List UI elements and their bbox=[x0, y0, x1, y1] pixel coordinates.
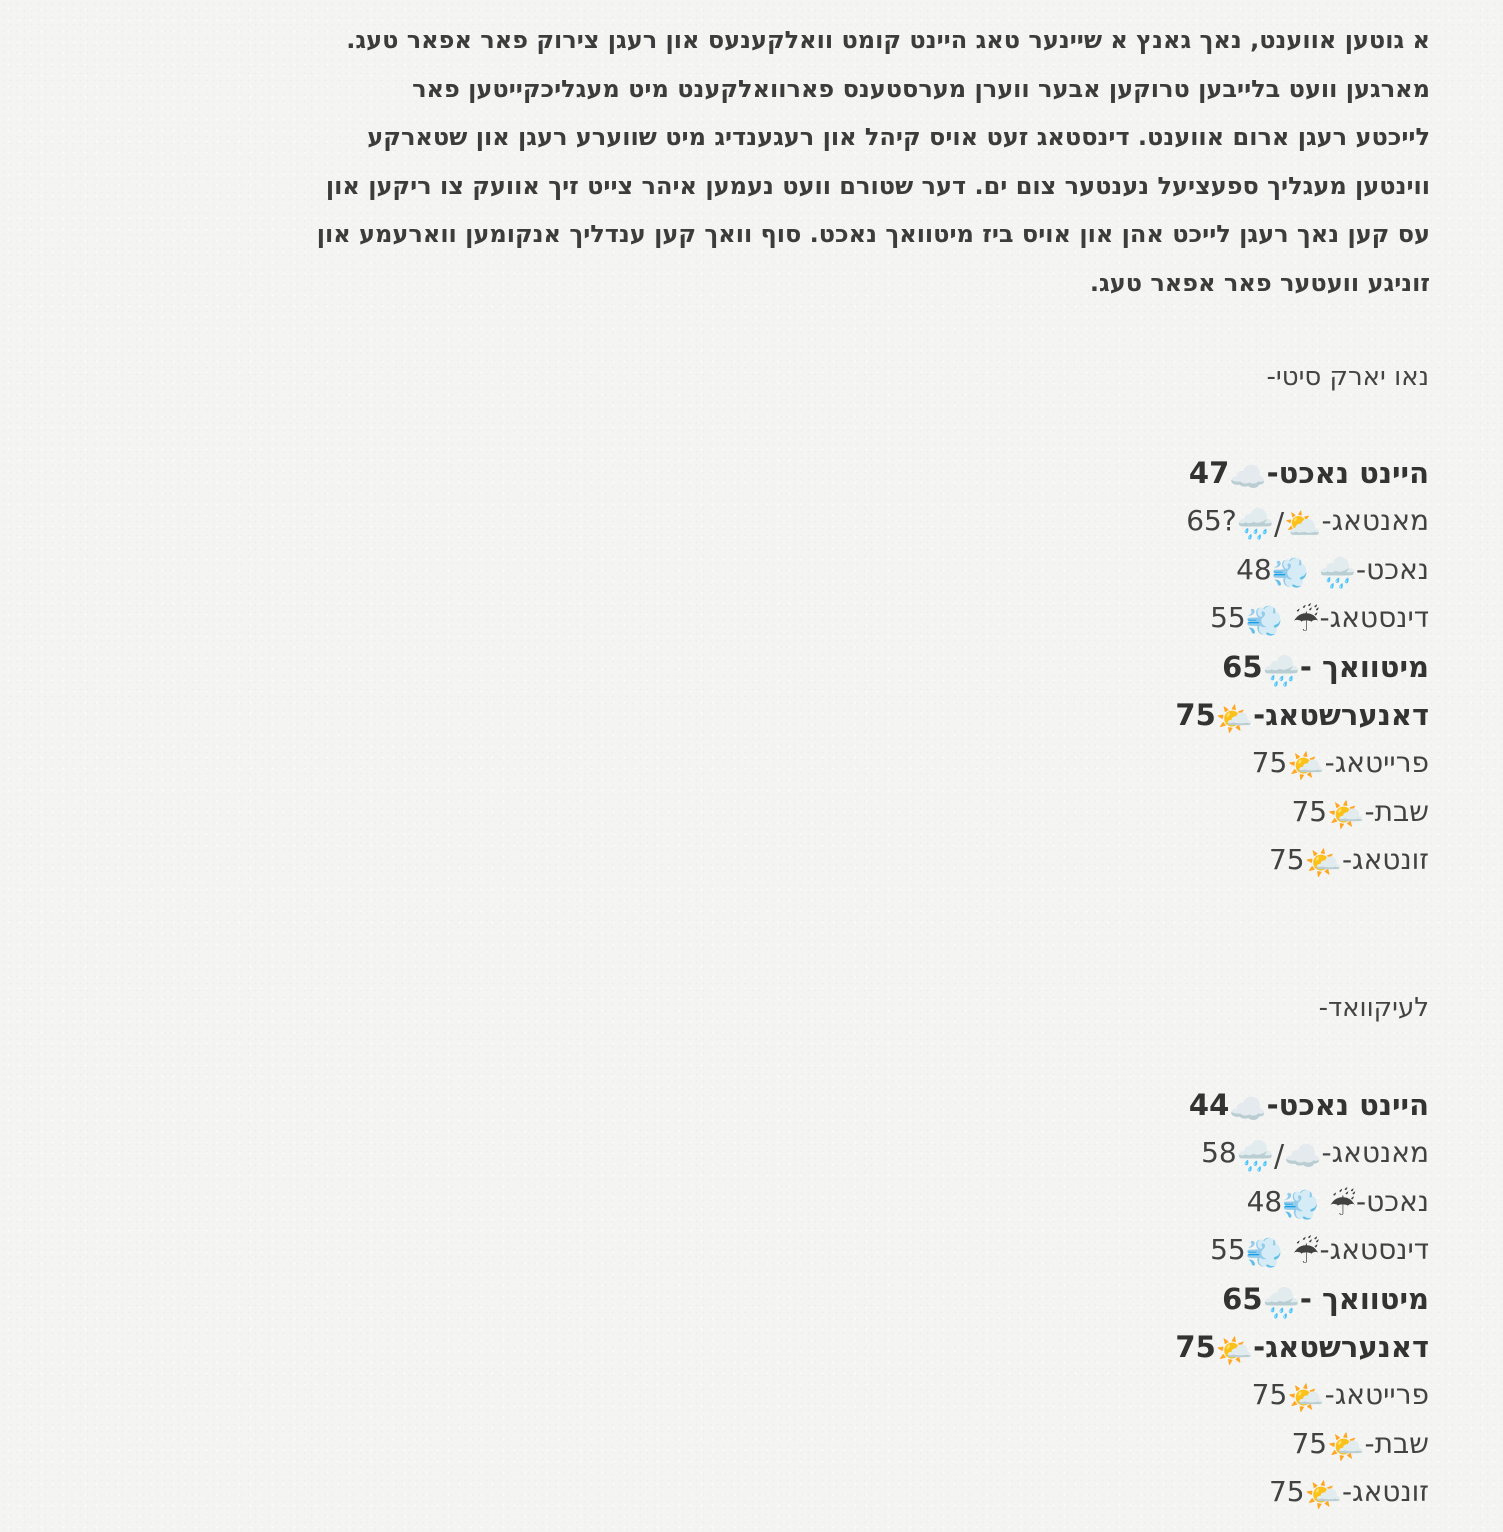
forecast-row bbox=[1175, 1226, 1429, 1274]
day-label: דאנערשטאג- bbox=[1253, 1329, 1429, 1364]
day-label: שבת- bbox=[1364, 1426, 1429, 1460]
section-title-lakewood: לעיקוואד- bbox=[1318, 993, 1429, 1023]
weather-icon: 🌧️ bbox=[1262, 653, 1300, 689]
intro-line: לייכטע רעגן ארום אווענט. דינסטאג זעט אויס קיהל און רעגענדיג מיט שווערע רעגן און שטארקע bbox=[367, 123, 1430, 151]
temperature: 75 bbox=[1291, 794, 1328, 828]
intro-paragraph bbox=[120, 16, 1430, 307]
weather-icon: ☔ 💨 bbox=[1282, 1187, 1356, 1223]
day-label: זונטאג- bbox=[1341, 1475, 1429, 1509]
intro-line: עס קען נאך רעגן לייכט אהן און אויס ביז מיטוואך נאכט. סוף וואך קען ענדליך אנקומען ווארעמע און bbox=[316, 220, 1430, 248]
forecast-row bbox=[1175, 449, 1429, 497]
weather-icon: ☁️ bbox=[1229, 1092, 1267, 1127]
day-label: שבת- bbox=[1364, 794, 1429, 828]
weather-icon: 🌤️ bbox=[1327, 797, 1365, 833]
forecast-row bbox=[1175, 1323, 1429, 1371]
day-label: פרייטאג- bbox=[1324, 746, 1429, 780]
weather-icon: ☔ 💨 bbox=[1245, 604, 1320, 640]
temperature: 58 bbox=[1201, 1136, 1237, 1170]
temperature: 65 bbox=[1222, 649, 1263, 684]
temperature: 75 bbox=[1268, 843, 1305, 877]
forecast-row bbox=[1175, 836, 1429, 884]
day-label: נאכט- bbox=[1356, 1184, 1429, 1218]
intro-line: זוניגע וועטער פאר אפאר טעג. bbox=[1089, 268, 1430, 297]
forecast-row bbox=[1175, 788, 1429, 836]
weather-icon: 🌤️ bbox=[1215, 701, 1254, 737]
weather-icon: ☁️ bbox=[1229, 460, 1267, 495]
day-label: היינט נאכט- bbox=[1266, 456, 1429, 490]
day-label: נאכט- bbox=[1356, 552, 1429, 586]
forecast-row bbox=[1175, 1129, 1429, 1177]
forecast-row bbox=[1175, 546, 1429, 594]
temperature: 75 bbox=[1268, 1475, 1305, 1509]
day-label: היינט נאכט- bbox=[1266, 1088, 1429, 1122]
day-label: זונטאג- bbox=[1341, 843, 1429, 877]
forecast-row bbox=[1175, 1081, 1429, 1129]
forecast-row bbox=[1175, 1420, 1429, 1468]
intro-line: א גוטען אווענט, נאך גאנץ א שיינער טאג היינט קומט וואלקענעס און רעגן צירוק פאר אפאר טעג. bbox=[346, 26, 1430, 54]
forecast-list-nyc bbox=[1175, 449, 1429, 885]
weather-icon: 🌧️ 💨 bbox=[1271, 555, 1356, 591]
weather-icon: 🌧️ bbox=[1262, 1285, 1300, 1321]
temperature: 55 bbox=[1210, 1233, 1246, 1267]
day-label: מיטוואך - bbox=[1299, 649, 1429, 684]
day-label: דינסטאג- bbox=[1319, 1233, 1429, 1267]
day-label: פרייטאג- bbox=[1324, 1378, 1429, 1412]
section-title-nyc: נאו יארק סיטי- bbox=[1266, 362, 1429, 392]
forecast-row bbox=[1175, 1178, 1429, 1226]
temperature: 75 bbox=[1251, 746, 1288, 780]
weather-icon: ☔ 💨 bbox=[1245, 1236, 1320, 1272]
forecast-row bbox=[1175, 643, 1429, 691]
temperature: 75 bbox=[1291, 1426, 1328, 1460]
forecast-row bbox=[1175, 1468, 1429, 1516]
temperature: 65 bbox=[1222, 1281, 1263, 1316]
temperature: 48 bbox=[1236, 552, 1272, 586]
forecast-row bbox=[1175, 739, 1429, 787]
forecast-row bbox=[1175, 594, 1429, 642]
temperature: 75 bbox=[1175, 1329, 1216, 1364]
weather-icon: 🌤️ bbox=[1287, 749, 1325, 785]
day-label: דינסטאג- bbox=[1319, 601, 1429, 635]
weather-icon: 🌤️ bbox=[1304, 1478, 1342, 1514]
weather-icon: 🌤️ bbox=[1287, 1381, 1325, 1417]
temperature: 75 bbox=[1175, 697, 1216, 732]
weather-icon: 🌤️ bbox=[1304, 846, 1342, 882]
intro-line: ווינטען מעגליך ספעציעל נענטער צום ים. דער שטורם וועט נעמען איהר צייט זיך אוועק צו ריקען און bbox=[325, 171, 1430, 200]
intro-line: מארגען וועט בלייבען טרוקען אבער ווערן מערסטענס פארוואלקענט מיט מעגליכקייטען פאר bbox=[412, 74, 1430, 103]
day-label: מאנטאג- bbox=[1321, 504, 1429, 538]
day-label: מיטוואך - bbox=[1299, 1281, 1429, 1316]
temperature: 55 bbox=[1210, 601, 1246, 635]
temperature: 75 bbox=[1251, 1378, 1288, 1412]
weather-icon: 🌤️ bbox=[1215, 1333, 1254, 1369]
forecast-row bbox=[1175, 497, 1429, 545]
day-label: דאנערשטאג- bbox=[1253, 697, 1429, 732]
temperature: ?65 bbox=[1186, 504, 1237, 538]
weather-icon: 🌤️ bbox=[1327, 1429, 1365, 1465]
forecast-row bbox=[1175, 1275, 1429, 1323]
temperature: 47 bbox=[1188, 456, 1230, 490]
weather-icon: ☁️/🌧️ bbox=[1236, 1139, 1322, 1175]
weather-icon: ⛅/🌧️ bbox=[1236, 507, 1322, 543]
day-label: מאנטאג- bbox=[1321, 1136, 1429, 1170]
temperature: 48 bbox=[1246, 1184, 1283, 1218]
forecast-row bbox=[1175, 691, 1429, 739]
forecast-row bbox=[1175, 1371, 1429, 1419]
forecast-list-lakewood bbox=[1175, 1081, 1429, 1517]
temperature: 44 bbox=[1188, 1088, 1230, 1122]
